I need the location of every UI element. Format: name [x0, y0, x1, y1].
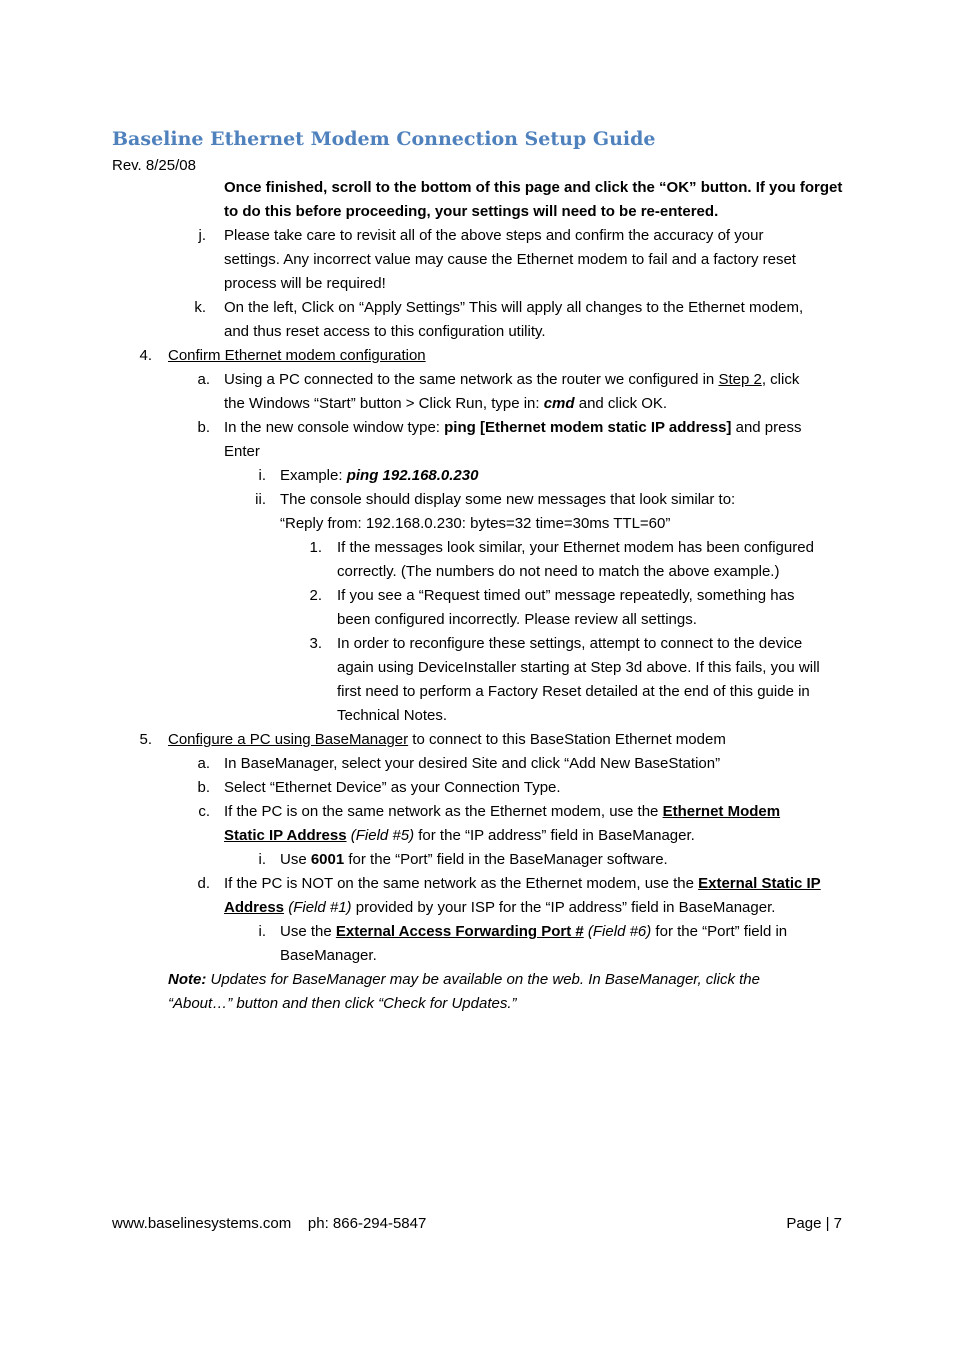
- list-item-5c: [112, 800, 848, 824]
- list-continuation: [112, 248, 848, 272]
- list-item-4b-ii-3: [112, 632, 848, 656]
- field-number: (Field #5): [346, 827, 415, 844]
- list-continuation: [112, 824, 848, 848]
- list-text: If the messages look similar, your Ethernet modem has been configured: [337, 539, 814, 556]
- reply-sample: “Reply from: 192.168.0.230: bytes=32 time=30ms TTL=60”: [280, 515, 671, 532]
- ping-example: ping 192.168.0.230: [346, 467, 479, 484]
- list-marker: j.: [198, 227, 206, 244]
- list-marker: k.: [194, 299, 206, 316]
- list-text: correctly. (The numbers do not need to match the above example.): [337, 563, 780, 580]
- field-number: (Field #6): [583, 923, 652, 940]
- page-title: Baseline Ethernet Modem Connection Setup Guide: [112, 128, 656, 150]
- list-marker: i.: [258, 467, 266, 484]
- step-4-heading: [112, 344, 848, 368]
- list-continuation: [112, 656, 848, 680]
- revision-date: Rev. 8/25/08: [112, 157, 196, 174]
- list-item-4b-ii-2: [112, 584, 848, 608]
- list-text: The console should display some new messages that look similar to:: [280, 491, 736, 508]
- list-marker: a.: [197, 755, 210, 772]
- list-marker: ii.: [255, 491, 266, 508]
- list-continuation: [112, 944, 848, 968]
- page-number: Page | 7: [786, 1215, 842, 1232]
- list-text: settings. Any incorrect value may cause the Ethernet modem to fail and a factory reset: [224, 251, 796, 268]
- intro-line: [112, 200, 848, 224]
- list-text: Enter: [224, 443, 260, 460]
- field-number: (Field #1): [284, 899, 352, 916]
- list-item-4a: [112, 368, 848, 392]
- list-text: BaseManager.: [280, 947, 377, 964]
- list-item-j: [112, 224, 848, 248]
- list-text: first need to perform a Factory Reset detailed at the end of this guide in: [337, 683, 810, 700]
- footer-phone: ph: 866-294-5847: [307, 1215, 427, 1232]
- list-marker: 3.: [309, 635, 322, 652]
- step-5-title-link: Configure a PC using BaseManager: [168, 731, 409, 748]
- list-text: again using DeviceInstaller starting at Step 3d above. If this fails, you will: [337, 659, 820, 676]
- list-marker: 1.: [309, 539, 322, 556]
- list-text: and thus reset access to this configuration utility.: [224, 323, 546, 340]
- list-text: process will be required!: [224, 275, 386, 292]
- list-text: If the PC is NOT on the same network as the Ethernet modem, use the: [224, 875, 699, 892]
- list-text: and press: [731, 419, 802, 436]
- step-5-title: to connect to this BaseStation Ethernet modem: [408, 731, 726, 748]
- list-continuation: [112, 392, 848, 416]
- field-label: Static IP Address: [224, 827, 347, 844]
- list-marker: d.: [197, 875, 210, 892]
- intro-text: to do this before proceeding, your settings will need to be re-entered.: [224, 203, 719, 220]
- field-label: Ethernet Modem: [662, 803, 781, 820]
- list-text: for the “Port” field in: [651, 923, 788, 940]
- list-marker: a.: [197, 371, 210, 388]
- footer-website[interactable]: www.baselinesystems.com: [112, 1215, 292, 1232]
- field-label: External Access Forwarding Port #: [335, 923, 584, 940]
- list-item-5d: [112, 872, 848, 896]
- list-text: for the “Port” field in the BaseManager software.: [344, 851, 668, 868]
- footer-contact: [112, 1215, 426, 1232]
- list-text: Using a PC connected to the same network as the router we configured in: [224, 371, 719, 388]
- list-text: been configured incorrectly. Please review all settings.: [337, 611, 697, 628]
- list-text: Select “Ethernet Device” as your Connection Type.: [224, 779, 561, 796]
- list-continuation: [112, 440, 848, 464]
- list-item-5d-i: [112, 920, 848, 944]
- list-continuation: [112, 608, 848, 632]
- list-text: the Windows “Start” button > Click Run, type in:: [224, 395, 544, 412]
- note-line: [112, 992, 848, 1016]
- list-text: Technical Notes.: [337, 707, 448, 724]
- list-marker: 5.: [139, 731, 152, 748]
- cmd-command: cmd: [543, 395, 575, 412]
- list-marker: b.: [197, 419, 210, 436]
- document-body: [112, 176, 848, 1016]
- list-marker: 2.: [309, 587, 322, 604]
- list-text: If the PC is on the same network as the Ethernet modem, use the: [224, 803, 663, 820]
- step-4-title: Confirm Ethernet modem configuration: [168, 347, 426, 364]
- port-number: 6001: [310, 851, 345, 868]
- list-item-4b: [112, 416, 848, 440]
- list-item-5a: [112, 752, 848, 776]
- list-item-k: [112, 296, 848, 320]
- list-item-4b-ii-1: [112, 536, 848, 560]
- list-continuation: [112, 560, 848, 584]
- list-text: Use: [280, 851, 311, 868]
- list-continuation: [112, 272, 848, 296]
- list-text: Use the: [280, 923, 336, 940]
- list-item-5c-i: [112, 848, 848, 872]
- list-continuation: [112, 704, 848, 728]
- list-marker: c.: [198, 803, 210, 820]
- field-label: External Static IP: [698, 875, 821, 892]
- list-continuation: [112, 680, 848, 704]
- list-text: and click OK.: [574, 395, 668, 412]
- intro-text: Once finished, scroll to the bottom of this page and click the “OK” button. If you forget: [224, 179, 843, 196]
- list-item-4b-ii: [112, 488, 848, 512]
- list-text: , click: [761, 371, 800, 388]
- list-text: Please take care to revisit all of the above steps and confirm the accuracy of your: [224, 227, 764, 244]
- list-text: provided by your ISP for the “IP address” field in BaseManager.: [351, 899, 776, 916]
- note-label: Note:: [168, 971, 207, 988]
- list-text: for the “IP address” field in BaseManager.: [414, 827, 695, 844]
- note-text: “About…” button and then click “Check for Updates.”: [168, 995, 517, 1012]
- step-5-heading: [112, 728, 848, 752]
- list-text: In BaseManager, select your desired Site and click “Add New BaseStation”: [224, 755, 721, 772]
- list-continuation: [112, 512, 848, 536]
- list-continuation: [112, 320, 848, 344]
- list-text: Example:: [280, 467, 347, 484]
- ping-command: ping [Ethernet modem static IP address]: [444, 419, 732, 436]
- step-2-link[interactable]: Step 2: [718, 371, 762, 388]
- list-item-4b-i: [112, 464, 848, 488]
- intro-line: [112, 176, 848, 200]
- field-label: Address: [224, 899, 285, 916]
- list-marker: 4.: [139, 347, 152, 364]
- list-text: On the left, Click on “Apply Settings” This will apply all changes to the Ethernet modem,: [224, 299, 804, 316]
- list-text: In order to reconfigure these settings, attempt to connect to the device: [337, 635, 803, 652]
- note-line: [112, 968, 848, 992]
- note-text: Updates for BaseManager may be available on the web. In BaseManager, click the: [206, 971, 760, 988]
- list-item-5b: [112, 776, 848, 800]
- list-marker: b.: [197, 779, 210, 796]
- list-marker: i.: [258, 851, 266, 868]
- list-marker: i.: [258, 923, 266, 940]
- list-text: If you see a “Request timed out” message repeatedly, something has: [337, 587, 795, 604]
- list-text: In the new console window type:: [224, 419, 445, 436]
- list-continuation: [112, 896, 848, 920]
